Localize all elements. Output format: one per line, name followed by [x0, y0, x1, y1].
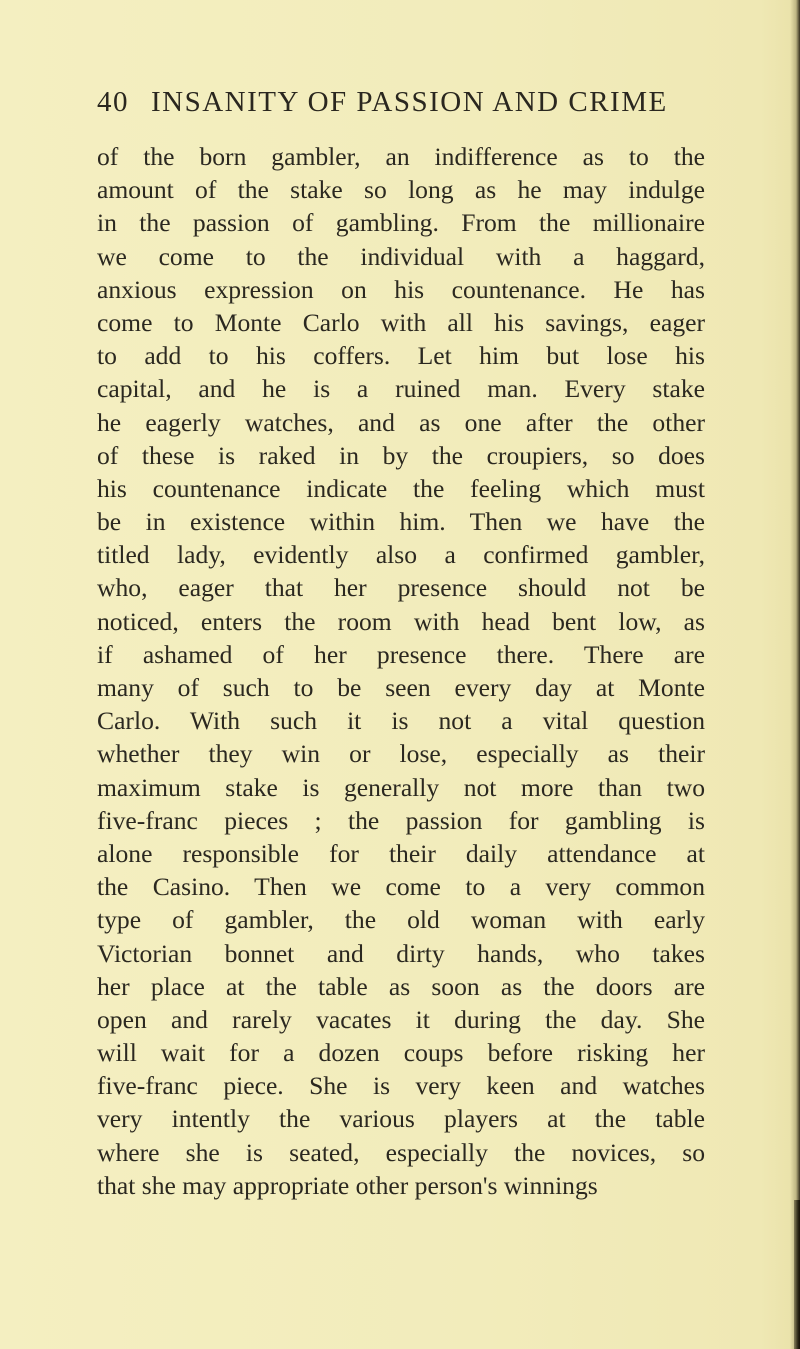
text-line: to add to his coffers. Let him but lose his — [97, 341, 705, 371]
running-title: INSANITY OF PASSION AND CRIME — [151, 86, 668, 118]
text-line: type of gambler, the old woman with early — [97, 905, 705, 935]
body-paragraph — [97, 140, 705, 1202]
text-line: five-franc piece. She is very keen and watches — [97, 1071, 705, 1101]
running-header — [97, 86, 707, 130]
text-line: we come to the individual with a haggard, — [97, 241, 705, 271]
text-line: Victorian bonnet and dirty hands, who takes — [97, 938, 705, 968]
text-line: his countenance indicate the feeling which must — [97, 473, 705, 503]
text-line: five-franc pieces ; the passion for gambling is — [97, 805, 705, 835]
text-line: he eagerly watches, and as one after the other — [97, 407, 705, 437]
page-number: 40 — [97, 86, 129, 118]
text-line: open and rarely vacates it during the day. She — [97, 1004, 705, 1034]
text-line: be in existence within him. Then we have the — [97, 507, 705, 537]
text-line: of the born gambler, an indifference as to the — [97, 142, 705, 171]
text-line: whether they win or lose, especially as their — [97, 739, 705, 769]
text-line: many of such to be seen every day at Monte — [97, 673, 705, 702]
text-line: anxious expression on his countenance. He has — [97, 274, 705, 304]
text-line: if ashamed of her presence there. There are — [97, 639, 705, 669]
text-line: noticed, enters the room with head bent low, as — [97, 606, 705, 636]
text-line: will wait for a dozen coups before risking her — [97, 1038, 705, 1068]
text-line: amount of the stake so long as he may indulge — [97, 175, 705, 205]
text-line: alone responsible for their daily attendance at — [97, 838, 705, 868]
page-edge-shadow — [790, 0, 800, 1349]
page-edge-dark — [794, 1200, 800, 1349]
text-line: her place at the table as soon as the doors are — [97, 971, 705, 1001]
text-line: the Casino. Then we come to a very common — [97, 872, 705, 902]
text-line: that she may appropriate other person's winnings — [97, 1170, 598, 1200]
text-line: Carlo. With such it is not a vital question — [97, 706, 705, 736]
text-line: of these is raked in by the croupiers, so does — [97, 440, 705, 470]
text-line: come to Monte Carlo with all his savings, eager — [97, 307, 705, 337]
text-line: maximum stake is generally not more than two — [97, 772, 705, 802]
text-line: where she is seated, especially the novices, so — [97, 1137, 705, 1167]
text-line: very intently the various players at the table — [97, 1104, 705, 1134]
text-line: capital, and he is a ruined man. Every stake — [97, 374, 705, 404]
text-line: in the passion of gambling. From the millionaire — [97, 208, 705, 238]
text-line: titled lady, evidently also a confirmed gambler, — [97, 540, 705, 570]
text-line: who, eager that her presence should not be — [97, 573, 705, 603]
